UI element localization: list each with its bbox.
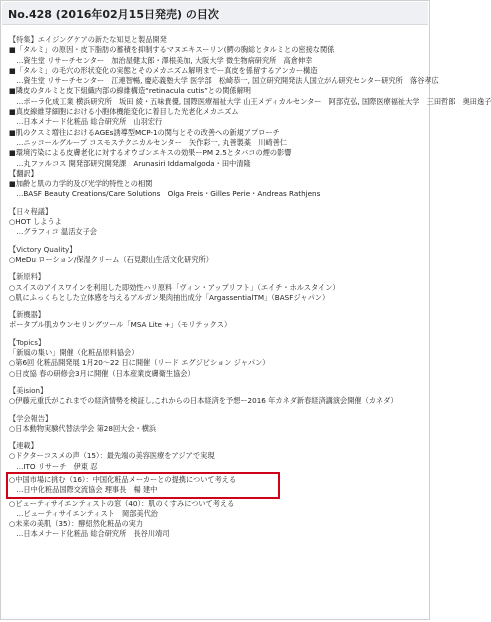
list-item: …グラフィコ 温活女子会 — [9, 227, 97, 237]
list-item: …日中化粧品国際交流協会 理事長 楊 建中 — [9, 485, 158, 495]
toc-title: No.428 (2016年02月15日発売) の目次 — [8, 8, 219, 21]
list-item: …ビューティサイエンティスト 岡部美代治 — [9, 508, 158, 518]
list-item: ■肌のクスミ増往におけるAGEs誘導型MCP-1の関与とその改善への新規アプローチ — [9, 127, 280, 137]
toc-content — [9, 35, 491, 547]
list-item: ■真皮線維芽細胞における小胞体機能変化に着目した光老化メカニズム — [9, 107, 239, 117]
section-victory-quality — [9, 245, 421, 266]
list-item: …ポーラ化成工業 横浜研究所 坂田 綾・五味貴優, 国際医療福祉大学 山王メディカルセンター 阿部克弘, 国際医療福祉大学 三田哲郎 奥田逸子 — [9, 96, 491, 106]
list-item: ○肌にふっくらとした立体感を与えるアルガン果肉抽出成分「ArgassentialTM」（BASFジャパン） — [9, 292, 330, 302]
list-item: …資生堂 リサーチセンター 江連智暢, 慶応義塾大学 医学部 松崎恭一, 国立研究開発法人国立がん研究センター研究所 落谷孝広 — [9, 76, 439, 86]
section-heading: 【Topics】 — [9, 337, 46, 347]
list-item: …日本メナード化粧品 総合研究所 長谷川靖司 — [9, 529, 170, 539]
section-heading: 【日々程議】 — [9, 206, 53, 216]
section-new-materials — [9, 272, 421, 303]
section-heading: 【連載】 — [9, 441, 38, 451]
list-item: ■環境汚染による皮膚老化に対するオウゴンエキスの効果ーPM 2.5とタバコの煙の影響 — [9, 148, 292, 158]
list-item: ○伊藤元重氏がこれまでの経済情勢を検証し,これからの日本経済を予想ー2016 年カネダ新春経済講演会開催（カネダ） — [9, 396, 398, 406]
list-item: ○未来の美肌（35）：酵紹然化粧品の実力 — [9, 519, 144, 529]
list-item: ■「タルミ」の毛穴の形状変化の実態とそのメカニズム解明までー真皮を係留するアンカー構造 — [9, 65, 318, 75]
list-item: …ITO リサーチ 伊東 忍 — [9, 461, 98, 471]
list-item: ○日皮協 春の研修会3月に開催（日本産業皮膚衛生協会） — [9, 368, 195, 378]
list-item: 「新風の集い」開催（化粧品原料協会） — [9, 348, 139, 358]
section-vision — [9, 386, 421, 407]
list-item: 【翻訳】 — [9, 168, 38, 178]
list-item: …丸ファルコス 開発部研究開発課 Arunasiri Iddamalgoda・田中清隆 — [9, 158, 251, 168]
list-item: …日本メナード化粧品 総合研究所 山羽宏行 — [9, 117, 163, 127]
list-item: ○ドクターコスメの声（15）：最先端の美容医療をアジアで実現 — [9, 451, 215, 461]
list-item: …資生堂 リサーチセンター 加治屋健太郎・澤根美加, 大阪大学 微生物病研究所 高倉伸幸 — [9, 55, 313, 65]
list-item: …BASF Beauty Creations/Care Solutions Olga Freis・Gilles Perie・Andreas Rathjens — [9, 189, 321, 199]
section-conference — [9, 414, 421, 435]
section-heading: 【学会報告】 — [9, 413, 53, 423]
section-feature — [9, 35, 491, 200]
toc-header — [2, 2, 428, 25]
list-item: ■加齢と肌の力学的及び光学的特性との相関 — [9, 179, 153, 189]
list-item: ○中国市場に挑む（16）：中国化粧品メーカーとの提携について考える — [9, 474, 237, 484]
list-item: ○HOT しようよ — [9, 217, 62, 227]
list-item: ○ビューティサイエンティストの窓（40）：肌のくすみについて考える — [9, 498, 235, 508]
list-item: ○MeDu ローション/保湿クリーム（石見銀山生活文化研究所） — [9, 254, 213, 264]
list-item: ○日本動物実験代替法学会 第28回大会・横浜 — [9, 423, 157, 433]
section-topics — [9, 338, 421, 379]
section-heading: 【新機器】 — [9, 310, 45, 320]
list-item: …ニッコールグループ コスモステクニカルセンター 矢作彩一, 丸善製薬 川崎善仁 — [9, 137, 287, 147]
section-daily — [9, 207, 421, 238]
section-series — [9, 441, 421, 540]
section-new-devices — [9, 310, 421, 331]
section-heading: 【Victory Quality】 — [9, 244, 77, 254]
section-heading: 【新原料】 — [9, 272, 45, 282]
highlighted-article — [9, 475, 277, 496]
list-item: ○スイスのアイスワインを利用した即効性ハリ原料「ヴィン・アップリフト」（エイチ・ホルスタイン） — [9, 282, 340, 292]
list-item: ○第6回 化粧品開発展 1月20～22 日に開催（リード エグジビション ジャパン） — [9, 358, 270, 368]
list-item: ■「タルミ」の原因・皮下脂肪の蓄積を抑制するマヌエキスーリン(鰐の胸総とタルミとの密接な関係 — [9, 45, 335, 55]
section-heading: 【特集】エイジングケアの新たな知見と製品開発 — [9, 35, 167, 44]
section-heading: 【美ision】 — [9, 385, 48, 395]
list-item: ポータブル肌カウンセリングツール「MSA Lite +」（モリテックス） — [9, 320, 232, 330]
list-item: ■隣皮のタルミと皮下組織内部の線維構造“retinacula cutis”との関係解明 — [9, 86, 251, 96]
